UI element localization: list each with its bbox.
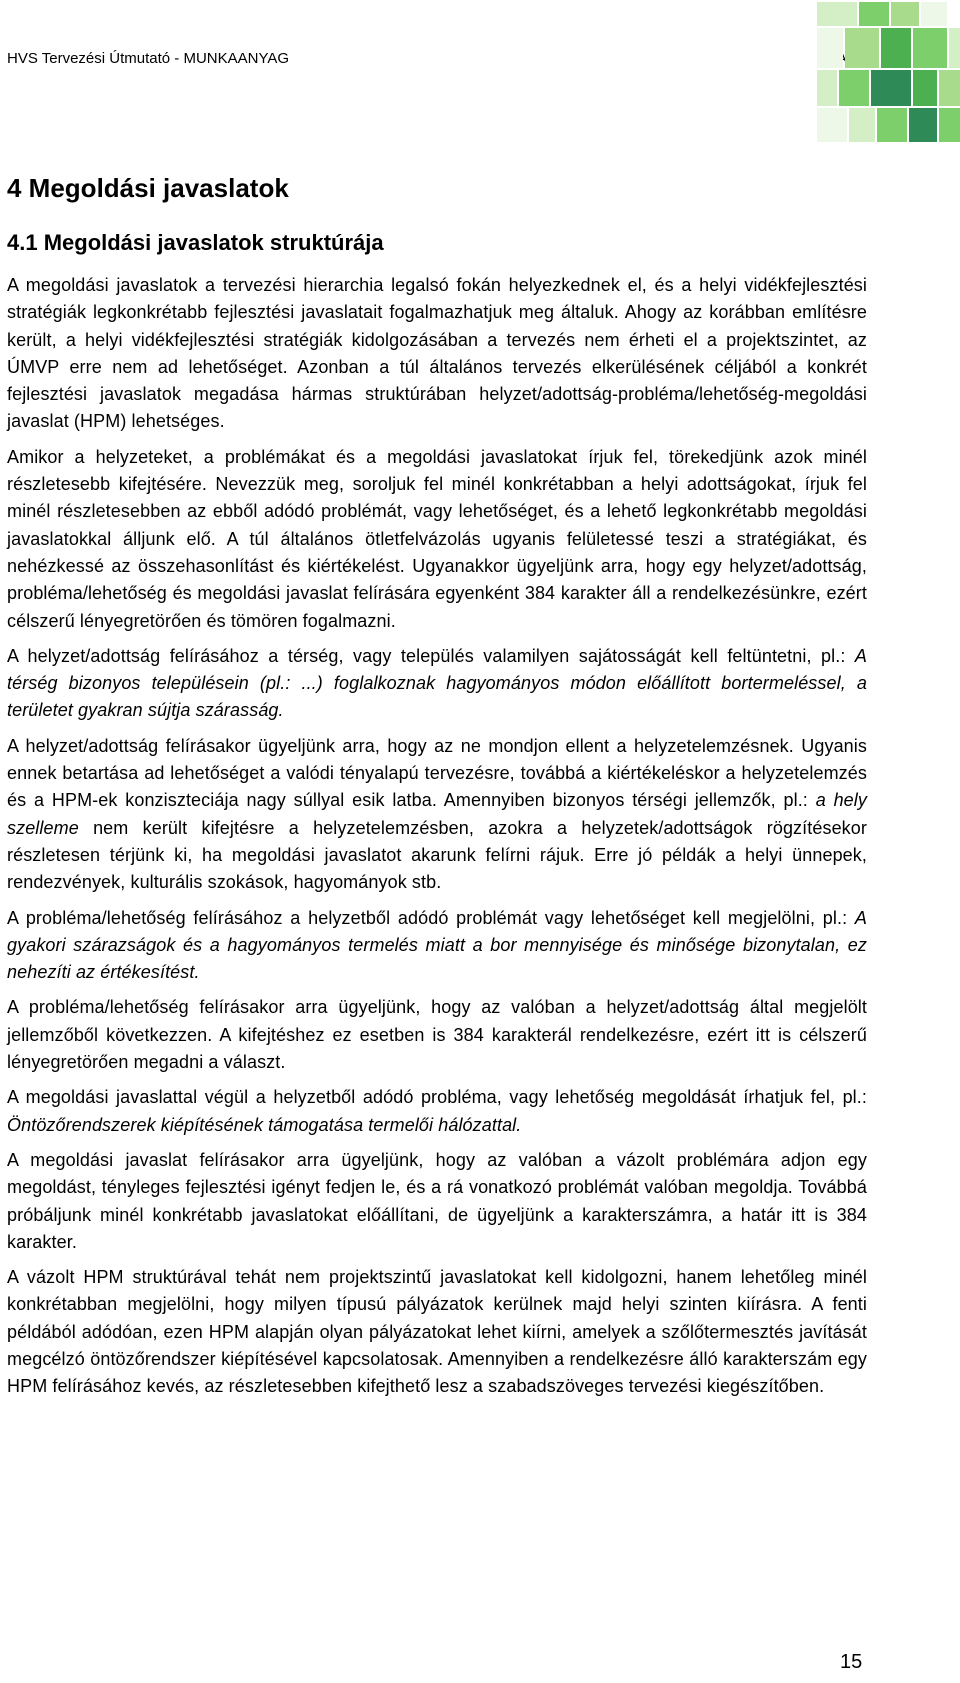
page-header [0,0,960,142]
logo-tile [817,2,857,26]
logo-tile [939,108,960,142]
logo-tile [891,2,919,26]
example-text: A térség bizonyos településein (pl.: ...) foglalkoznak hagyományos módon előállított bortermeléssel, a területet gyakran sújtja szárasság. [7,645,867,721]
paragraph-hpm-summary: A vázolt HPM struktúrával tehát nem projektszintű javaslatokat kell kidolgozni, hanem lehetőleg minél konkrétabban megjelölni, hogy milyen típusú pályázatok kerülnek majd helyi szinten kiírásra. A fenti példából adódóan, ezen HPM alapján olyan pályázatokat lehet kiírni, amelyek a szőlőtermesztés javítását megcélzó öntözőrendszer kiépítésével kapcsolatosak. Amennyiben a rendelkezésre álló karakterszám egy HPM felírásához kevés, az részletesebben kifejthető lesz a szabadszöveges tervezési kiegészítőben. [7,1267,867,1397]
logo-tile [817,28,843,68]
paragraph-solution-guidance: A megoldási javaslat felírásakor arra ügyeljünk, hogy az valóban a vázolt problémára adjon egy megoldást, tényleges fejlesztési igényt fedjen le, és a rá vonatkozó problémát valóban megoldja. Továbbá próbáljunk minél konkrétabb javaslatokat előállítani, de ügyeljünk a karakterszámra, a határ itt is 384 karakter. [7,1149,867,1252]
logo-tile [949,28,960,68]
paragraph-detail-guidance: Amikor a helyzeteket, a problémákat és a megoldási javaslatokat írjuk fel, törekedjünk azok minél részletesebb kifejtésére. Nevezzük meg, soroljuk fel minél konkrétabban a helyi adottságokat, írjuk fel minél részletesebben az ebből adódó problémát, vagy lehetőséget, és a lehető legkonkrétabb megoldási javaslatokkal álljunk elő. A túl általános ötletfelvázolás ugyanis felületessé teszi a stratégiákat, és nehézkessé az összehasonlítást és kiértékelést. Ugyanakkor ügyeljünk arra, hogy egy helyzet/adottság, probléma/lehetőség és megoldási javaslat felírására egyenként 384 karakter áll a rendelkezésünkre, ezért célszerű lényegretörően és tömören fogalmazni. [7,446,867,631]
logo-tile [913,70,937,106]
logo-tile [839,70,869,106]
header-mosaic-logo [817,2,960,142]
logo-tile [939,70,960,106]
logo-tile [921,2,947,26]
paragraph-intro: A megoldási javaslatok a tervezési hierarchia legalsó fokán helyezkednek el, és a helyi vidékfejlesztési stratégiák legkonkrétabb fejlesztési javaslatait fogalmazhatjuk meg általuk. Ahogy az korábban említésre került, a helyi vidékfejlesztési stratégiák kidolgozásában a tervezés nem érheti el a projektszintet, az ÚMVP erre nem ad lehetőséget. Azonban a túl általános tervezés elkerülésének céljából a konkrét fejlesztési javaslatok megadása hármas struktúrában helyzet/adottság-probléma/lehetőség-megoldási javaslat (HPM) lehetséges. [7,275,867,432]
paragraph-problem-guidance: A probléma/lehetőség felírásakor arra ügyeljünk, hogy az valóban a helyzet/adottság által megjelölt jellemzőből következzen. A kifejtéshez ez esetben is 384 karakterál rendelkezésre, ezért itt is célszerű lényegretörően megadni a választ. [7,997,867,1073]
paragraph-text: A probléma/lehetőség felírásához a helyzetből adódó problémát vagy lehetőséget kell megjelölni, pl.: [7,907,855,928]
paragraph-text: A helyzet/adottság felírásához a térség, vagy település valamilyen sajátosságát kell feltüntetni, pl.: [7,645,855,666]
logo-tile [845,28,879,68]
paragraph-situation-example [7,643,867,725]
header-document-title: HVS Tervezési Útmutató - MUNKAANYAG [7,50,290,67]
example-text: a hely szelleme [7,790,867,838]
example-text: Öntözőrendszerek kiépítésének támogatása termelői hálózattal. [7,1114,522,1135]
paragraph-text: A megoldási javaslattal végül a helyzetből adódó probléma, vagy lehetőség megoldását írhatjuk fel, pl.: [7,1087,867,1108]
logo-tile [909,108,937,142]
paragraph-text: A helyzet/adottság felírásakor ügyeljünk arra, hogy az ne mondjon ellent a helyzetelemzésnek. Ugyanis ennek betartása ad lehetőséget a valódi tényalapú tervezésre, továbbá a kiértékeléskor a helyzetelemzés és a HPM-ek konziszteciája nagy súllyal esik latba. Amennyiben bizonyos térségi jellemzők, pl.: [7,735,867,811]
subsection-heading: 4.1 Megoldási javaslatok struktúrája [7,230,384,255]
logo-tile [817,70,837,106]
logo-tile [913,28,947,68]
paragraph-text: nem került kifejtésre a helyzetelemzésben, azokra a helyzetek/adottságok rögzítésekor részletesen térjünk ki, ha megoldási javaslatot akarunk felírni rájuk. Erre jó példák a helyi ünnepek, rendezvények, kulturális szokások, hagyományok stb. [7,817,867,893]
logo-tile [871,70,911,106]
document-body [7,168,867,1401]
mosaic-logo-graphic [817,2,960,142]
logo-tile [817,108,847,142]
logo-tile [881,28,911,68]
page-number: 15 [840,1651,863,1673]
paragraph-situation-consistency [7,733,867,897]
section-heading: 4 Megoldási javaslatok [7,173,289,203]
logo-tile [877,108,907,142]
example-text: A gyakori szárazságok és a hagyományos termelés miatt a bor mennyisége és minősége bizonytalan, ez nehezíti az értékesítést. [7,907,867,983]
paragraph-problem-example [7,905,867,987]
logo-tile [849,108,875,142]
paragraph-solution-example [7,1084,867,1139]
logo-tile [859,2,889,26]
